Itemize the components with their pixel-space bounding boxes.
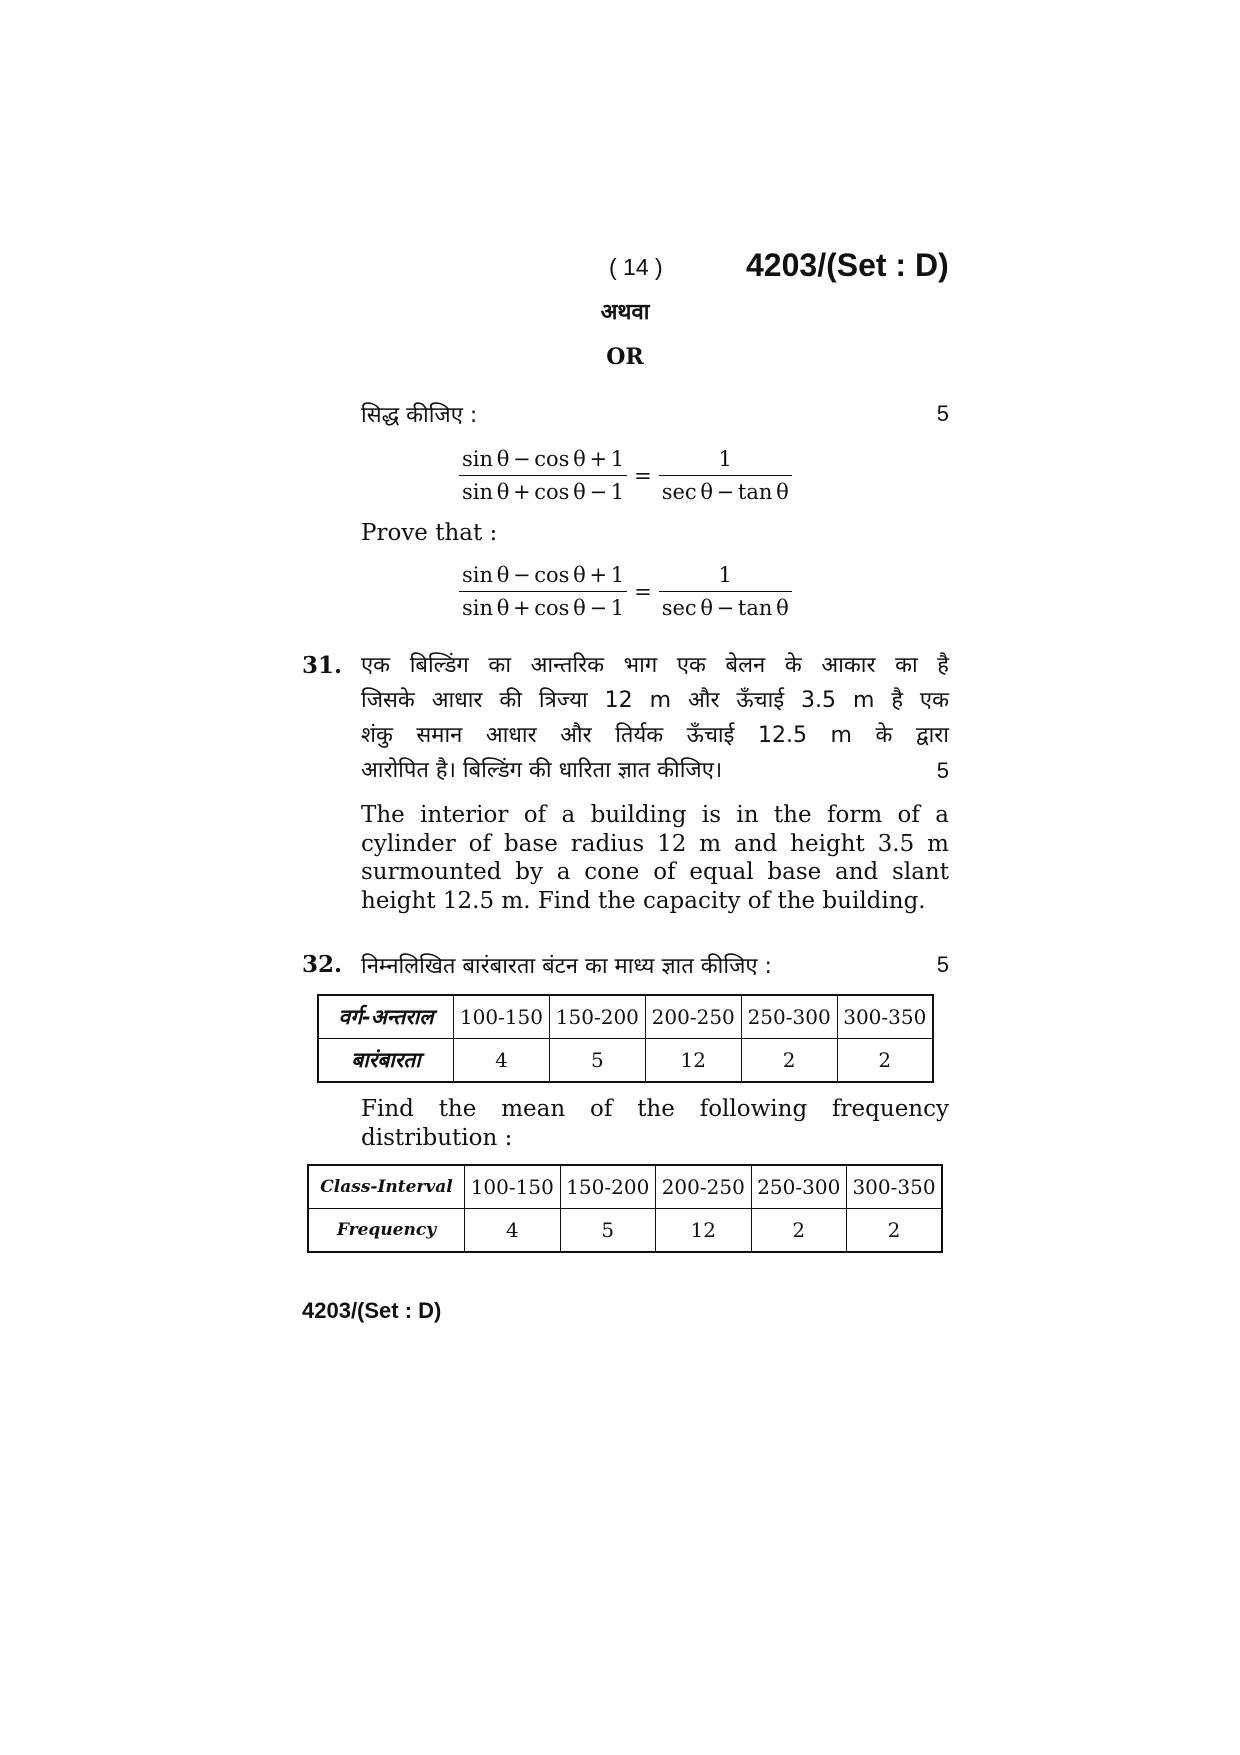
table-row (308, 1165, 942, 1209)
equation-english-section (459, 561, 792, 622)
table-cell: 100-150 (454, 995, 550, 1039)
table-cell: 150-200 (560, 1165, 656, 1209)
equals-sign: = (634, 463, 652, 488)
question-31-english (361, 801, 949, 915)
hindi-line: एक बिल्डिंग का आन्तरिक भाग एक बेलन के आकार का है (361, 653, 949, 678)
hindi-question-text: निम्नलिखित बारंबारता बंटन का माध्य ज्ञात कीजिए : (361, 953, 772, 979)
rhs-numerator: 1 (659, 561, 792, 592)
marks: 5 (936, 951, 949, 977)
paper-code-header: 4203/(Set : D) (746, 247, 949, 283)
table-cell: 200-250 (656, 1165, 752, 1209)
table-cell: 200-250 (645, 995, 741, 1039)
hindi-last-line-row (361, 753, 949, 788)
rhs-fraction (659, 445, 792, 506)
equals-sign: = (634, 579, 652, 604)
table-cell: 12 (656, 1209, 752, 1253)
lhs-denominator: sin θ + cos θ − 1 (462, 596, 625, 620)
page-number: ( 14 ) (609, 254, 663, 280)
or-separator-hindi: अथवा (600, 300, 650, 325)
table-cell: 5 (560, 1209, 656, 1253)
question-31-hindi (361, 648, 949, 788)
english-line: Find the mean of the following frequency (361, 1096, 949, 1122)
table-row (308, 1209, 942, 1253)
english-line: cylinder of base radius 12 m and height 3.5 m (361, 830, 949, 857)
table-cell: 12 (645, 1039, 741, 1083)
hindi-line: आरोपित है। बिल्डिंग की धारिता ज्ञात कीजिए। (361, 758, 723, 783)
english-line: surmounted by a cone of equal base and slant (361, 859, 949, 885)
frequency-table-english (307, 1164, 943, 1253)
table-cell: 2 (847, 1209, 943, 1253)
marks: 5 (936, 401, 949, 426)
question-32-hindi-row (361, 947, 949, 982)
lhs-denominator: sin θ + cos θ − 1 (462, 480, 625, 504)
question-number: 31. (302, 652, 343, 679)
lhs-fraction (459, 445, 627, 506)
english-line: The interior of a building is in the form of a (361, 802, 949, 828)
table-row (318, 1039, 933, 1083)
rhs-fraction (659, 561, 792, 622)
row-label-frequency: Frequency (308, 1209, 465, 1253)
hindi-line: शंकु समान आधार और तिर्यक ऊँचाई 12.5 m के द्वारा (361, 723, 949, 748)
lhs-numerator: sin θ − cos θ + 1 (459, 445, 627, 476)
english-line: distribution : (361, 1125, 513, 1151)
or-question-hindi-row (361, 397, 949, 431)
rhs-denominator: sec θ − tan θ (661, 596, 789, 620)
table-cell: 4 (465, 1209, 561, 1253)
equation-hindi-section (459, 445, 792, 506)
row-label-frequency: बारंबारता (318, 1039, 454, 1083)
question-number: 32. (302, 951, 343, 978)
table-row (318, 995, 933, 1039)
table-cell: 2 (751, 1209, 847, 1253)
row-label-class-interval: वर्ग-अन्तराल (318, 995, 454, 1039)
english-line: height 12.5 m. Find the capacity of the building. (361, 887, 926, 914)
table-cell: 4 (454, 1039, 550, 1083)
or-separator-english: OR (606, 344, 644, 370)
table-cell: 300-350 (847, 1165, 943, 1209)
hindi-line: जिसके आधार की त्रिज्या 12 m और ऊँचाई 3.5 m है एक (361, 688, 949, 713)
table-cell: 5 (549, 1039, 645, 1083)
frequency-table-hindi (317, 994, 934, 1083)
paper-code-footer: 4203/(Set : D) (302, 1298, 442, 1323)
english-instruction: Prove that : (361, 520, 498, 546)
hindi-instruction: सिद्ध कीजिए : (361, 403, 478, 428)
table-cell: 250-300 (751, 1165, 847, 1209)
table-cell: 250-300 (741, 995, 837, 1039)
question-32-english (361, 1095, 949, 1153)
table-cell: 2 (741, 1039, 837, 1083)
lhs-numerator: sin θ − cos θ + 1 (459, 561, 627, 592)
table-cell: 300-350 (837, 995, 933, 1039)
row-label-class-interval: Class-Interval (308, 1165, 465, 1209)
rhs-denominator: sec θ − tan θ (661, 480, 789, 504)
table-cell: 100-150 (465, 1165, 561, 1209)
rhs-numerator: 1 (659, 445, 792, 476)
table-cell: 2 (837, 1039, 933, 1083)
marks: 5 (936, 758, 949, 783)
table-cell: 150-200 (549, 995, 645, 1039)
lhs-fraction (459, 561, 627, 622)
